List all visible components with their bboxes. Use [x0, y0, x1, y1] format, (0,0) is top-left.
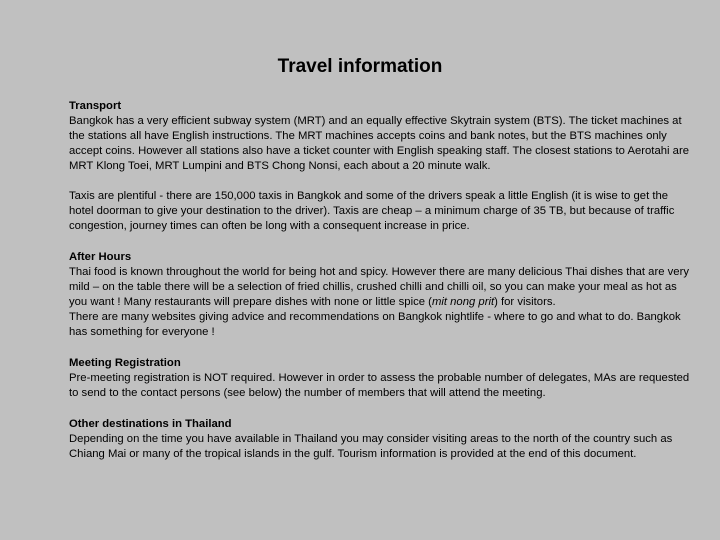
- transport-paragraph-taxis: Taxis are plentiful - there are 150,000 taxis in Bangkok and some of the drivers speak a little English (it is wise to get the hotel doorman to give your destination to the driver). Taxis are cheap – a minimum charge of 35 TB, but because of traffic congestion, journey times can often be long with a consequent increase in price.: [69, 190, 675, 232]
- section-destinations: [69, 417, 695, 462]
- section-heading-destinations: Other destinations in Thailand: [69, 418, 232, 430]
- page-title: Travel information: [277, 56, 443, 77]
- after-hours-paragraph-nightlife: There are many websites giving advice and recommendations on Bangkok nightlife - where to go and what to do. Bangkok has something for everyone !: [69, 311, 681, 338]
- content-body: [69, 99, 695, 462]
- food-text-start: Thai food is known throughout the world for being hot and spicy. However there are many delicious Thai dishes that are very mild – on the table there will be a selection of fried chillis, crushed chilli and chilli oil, so you can make your meal as hot as you want ! Many restaurants will prepare dishes with none or little spice (: [69, 266, 689, 308]
- section-heading-after-hours: After Hours: [69, 251, 132, 263]
- section-heading-transport: Transport: [69, 100, 122, 112]
- food-text-end: ) for visitors.: [494, 296, 556, 308]
- transport-paragraph-subway: Bangkok has a very efficient subway system (MRT) and an equally effective Skytrain system (BTS). The ticket machines at the stations all have English instructions. The MRT machines accepts coins and bank notes, but the BTS machines only accept coins. However all stations also have a ticket counter with English speaking staff. The closest stations to Aerotahi are MRT Klong Toei, MRT Lumpini and BTS Chong Nonsi, each about a 20 minute walk.: [69, 115, 689, 172]
- destinations-paragraph: Depending on the time you have available in Thailand you may consider visiting areas to the north of the country such as Chiang Mai or many of the tropical islands in the gulf. Tourism information is provided at the end of this document.: [69, 433, 673, 460]
- section-registration: [69, 356, 695, 401]
- food-text-italic: mit nong prit: [431, 296, 495, 308]
- section-transport: [69, 99, 695, 234]
- section-after-hours: [69, 250, 695, 340]
- after-hours-paragraph-food: [69, 265, 695, 310]
- section-heading-registration: Meeting Registration: [69, 357, 181, 369]
- registration-paragraph: Pre-meeting registration is NOT required. However in order to assess the probable number of delegates, MAs are requested to send to the contact persons (see below) the number of members that will attend the meeting.: [69, 372, 690, 399]
